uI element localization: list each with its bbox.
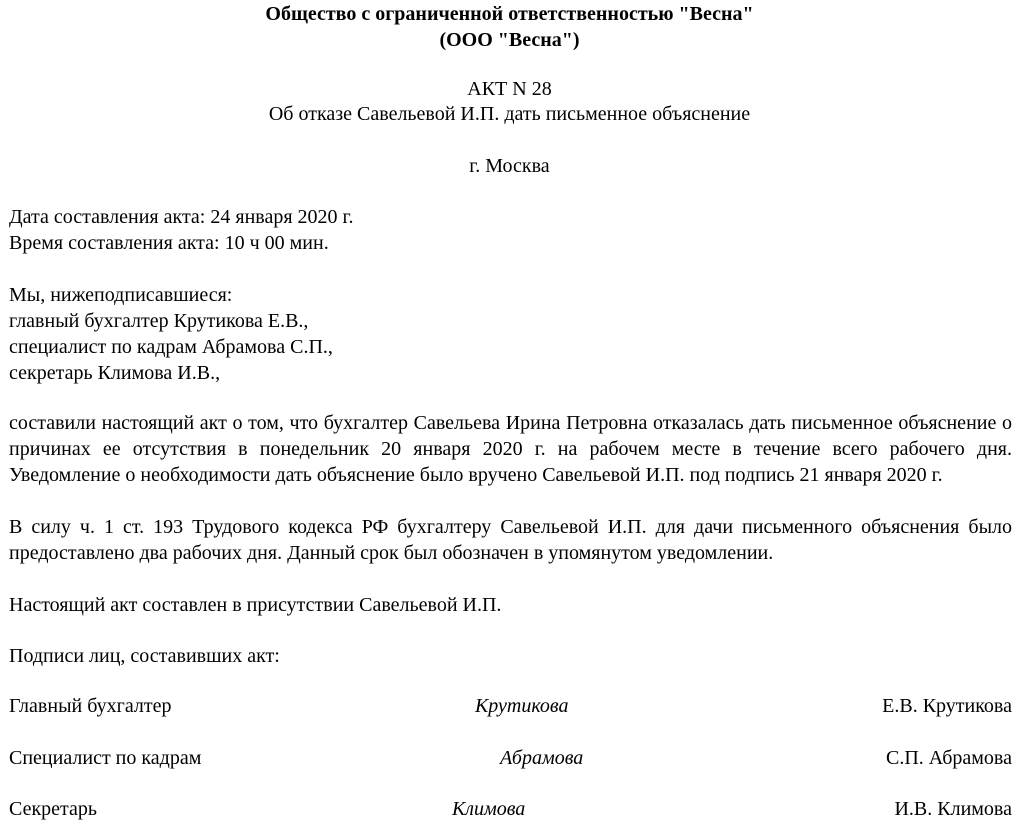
- signatory-secretary: секретарь Климова И.В.,: [9, 362, 221, 384]
- body-paragraph-1: составили настоящий акт о том, что бухгалтер Савельева Ирина Петровна отказалась дать письменное объяснение о причинах ее отсутствия в понедельник 20 января 2020 г. на рабочем месте в течение всего рабочего дня. Уведомление о необходимости дать объяснение было вручено Савельевой И.П. под подпись 21 января 2020 г.: [9, 412, 1012, 486]
- signatures-heading: Подписи лиц, составивших акт:: [9, 645, 280, 667]
- signature-role: Специалист по кадрам: [9, 747, 202, 769]
- signatories-intro: Мы, нижеподписавшиеся:: [9, 284, 233, 306]
- signature-name: С.П. Абрамова: [886, 747, 1012, 769]
- act-subject: Об отказе Савельевой И.П. дать письменное объяснение: [268, 103, 751, 125]
- signature-name: И.В. Климова: [894, 798, 1012, 820]
- signature-role: Главный бухгалтер: [9, 695, 172, 717]
- city: г. Москва: [469, 155, 550, 177]
- signature-role: Секретарь: [9, 798, 98, 820]
- time-line: Время составления акта: 10 ч 00 мин.: [9, 232, 329, 254]
- handwritten-signature: Климова: [452, 798, 526, 820]
- signature-row: [9, 796, 1012, 822]
- signature-row: [9, 745, 1012, 771]
- date-line: Дата составления акта: 24 января 2020 г.: [9, 206, 354, 228]
- handwritten-signature: Крутикова: [475, 695, 569, 717]
- signature-row: [9, 693, 1012, 719]
- signatory-hr-specialist: специалист по кадрам Абрамова С.П.,: [9, 336, 333, 358]
- body-paragraph-2: В силу ч. 1 ст. 193 Трудового кодекса РФ бухгалтеру Савельевой И.П. для дачи письменного объяснения было предоставлено два рабочих дня. Данный срок был обозначен в упомянутом уведомлении.: [9, 516, 1012, 564]
- act-number: АКТ N 28: [467, 78, 552, 100]
- org-full-name: Общество с ограниченной ответственностью "Весна": [265, 3, 754, 25]
- org-short-name: (ООО "Весна"): [439, 29, 580, 51]
- body-paragraph-3: Настоящий акт составлен в присутствии Савельевой И.П.: [9, 594, 502, 616]
- signature-name: Е.В. Крутикова: [882, 695, 1012, 717]
- handwritten-signature: Абрамова: [500, 747, 584, 769]
- signatory-chief-accountant: главный бухгалтер Крутикова Е.В.,: [9, 310, 309, 332]
